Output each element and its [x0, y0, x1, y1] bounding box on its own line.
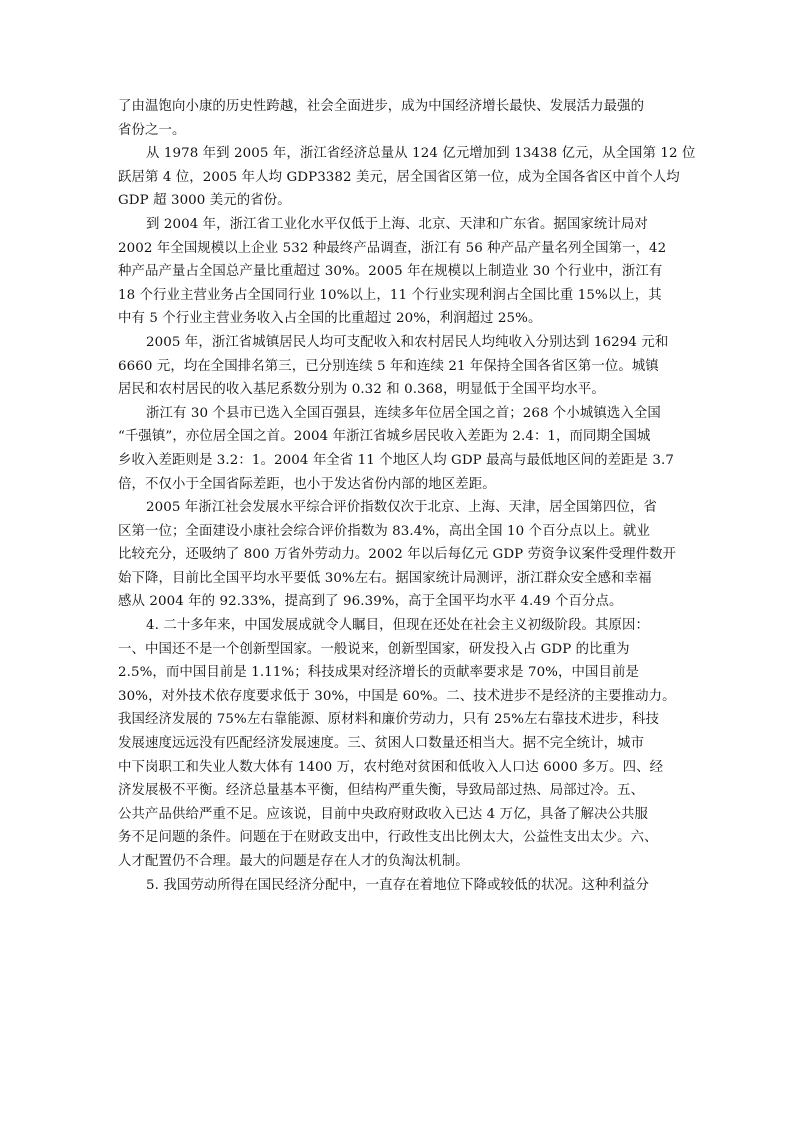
text-line: 2.5%，而中国目前是 1.11%；科技成果对经济增长的贡献率要求是 70%，中国目前是: [118, 665, 639, 681]
text-line: 人才配置仍不合理。最大的问题是存在人才的负淘汰机制。: [118, 854, 469, 869]
text-line: 区第一位；全面建设小康社会综合评价指数为 83.4%，高出全国 10 个百分点以上。就业: [118, 523, 651, 539]
text-line: 4. 二十多年来，中国发展成就令人瞩目，但现在还处在社会主义初级阶段。其原因：: [146, 618, 649, 634]
text-line: 跃居第 4 位，2005 年人均 GDP3382 美元，居全国省区第一位，成为全国各省区中首个人均: [118, 169, 680, 185]
text-line: 中有 5 个行业主营业务收入占全国的比重超过 20%，利润超过 25%。: [118, 311, 542, 327]
text-line: 2002 年全国规模以上企业 532 种最终产品调查，浙江有 56 种产品产量名列全国第一，42: [118, 240, 667, 256]
text-line: 一、中国还不是一个创新型国家。一般说来，创新型国家，研发投入占 GDP 的比重为: [118, 641, 630, 657]
text-line: 公共产品供给严重不足。应该说，目前中央政府财政收入已达 4 万亿，具备了解决公共服: [118, 806, 648, 822]
text-line: 发展速度远远没有匹配经济发展速度。三、贫困人口数量还相当大。据不完全统计，城市: [118, 736, 645, 752]
text-line: 种产品产量占全国总产量比重超过 30%。2005 年在规模以上制造业 30 个行业中，浙江有: [118, 264, 663, 280]
text-line: 了由温饱向小康的历史性跨越，社会全面进步，成为中国经济增长最快、发展活力最强的: [118, 99, 645, 114]
document-page: [118, 95, 696, 897]
text-line: 18 个行业主营业务占全国同行业 10%以上，11 个行业实现利润占全国比重 15%以上，其: [118, 287, 662, 303]
text-line: 济发展极不平衡。经济总量基本平衡，但结构严重失衡，导致局部过热、局部过冷。五、: [118, 783, 645, 799]
text-line: 感从 2004 年的 92.33%，提高到了 96.39%，高于全国平均水平 4.49 个百分点。: [118, 594, 623, 610]
text-line: 居民和农村居民的收入基尼系数分别为 0.32 和 0.368，明显低于全国平均水平。: [118, 382, 605, 398]
text-line: 到 2004 年，浙江省工业化水平仅低于上海、北京、天津和广东省。据国家统计局对: [146, 216, 648, 232]
text-line: 30%，对外技术依存度要求低于 30%，中国是 60%。二、技术进步不是经济的主要推动力。: [118, 688, 676, 704]
text-line: 比较充分，还吸纳了 800 万省外劳动力。2002 年以后每亿元 GDP 劳资争议案件受理件数开: [118, 547, 677, 563]
text-line: 2005 年浙江社会发展水平综合评价指数仅次于北京、上海、天津，居全国第四位，省: [146, 500, 658, 516]
text-line: 务不足问题的条件。问题在于在财政支出中，行政性支出比例太大，公益性支出太少。六、: [118, 830, 658, 846]
text-line: 省份之一。: [118, 122, 186, 138]
text-line: 中下岗职工和失业人数大体有 1400 万，农村绝对贫困和低收入人口达 6000 多万。四、经: [118, 759, 664, 775]
text-line: 从 1978 年到 2005 年，浙江省经济总量从 124 亿元增加到 13438 亿元，从全国第 12 位: [146, 146, 696, 162]
text-line: 我国经济发展的 75%左右靠能源、原材料和廉价劳动力，只有 25%左右靠技术进步，科技: [118, 712, 660, 728]
text-line: 5. 我国劳动所得在国民经济分配中，一直存在着地位下降或较低的状况。这种利益分: [146, 877, 649, 893]
text-line: GDP 超 3000 美元的省份。: [118, 193, 291, 209]
text-line: 6660 元，均在全国排名第三，已分别连续 5 年和连续 21 年保持全国各省区第一位。城镇: [118, 358, 659, 374]
text-line: 2005 年，浙江省城镇居民人均可支配收入和农村居民人均纯收入分别达到 16294 元和: [146, 334, 669, 350]
text-line: 浙江有 30 个县市已选入全国百强县，连续多年位居全国之首；268 个小城镇选入全国: [146, 405, 661, 421]
text-line: 倍，不仅小于全国省际差距，也小于发达省份内部的地区差距。: [118, 476, 496, 492]
text-line: 乡收入差距则是 3.2：1。2004 年全省 11 个地区人均 GDP 最高与最低地区间的差距是 3.7: [118, 452, 674, 468]
text-line: “千强镇”，亦位居全国之首。2004 年浙江省城乡居民收入差距为 2.4：1，而同期全国城: [118, 429, 651, 445]
text-line: 始下降，目前比全国平均水平要低 30%左右。据国家统计局测评，浙江群众安全感和幸福: [118, 570, 652, 586]
